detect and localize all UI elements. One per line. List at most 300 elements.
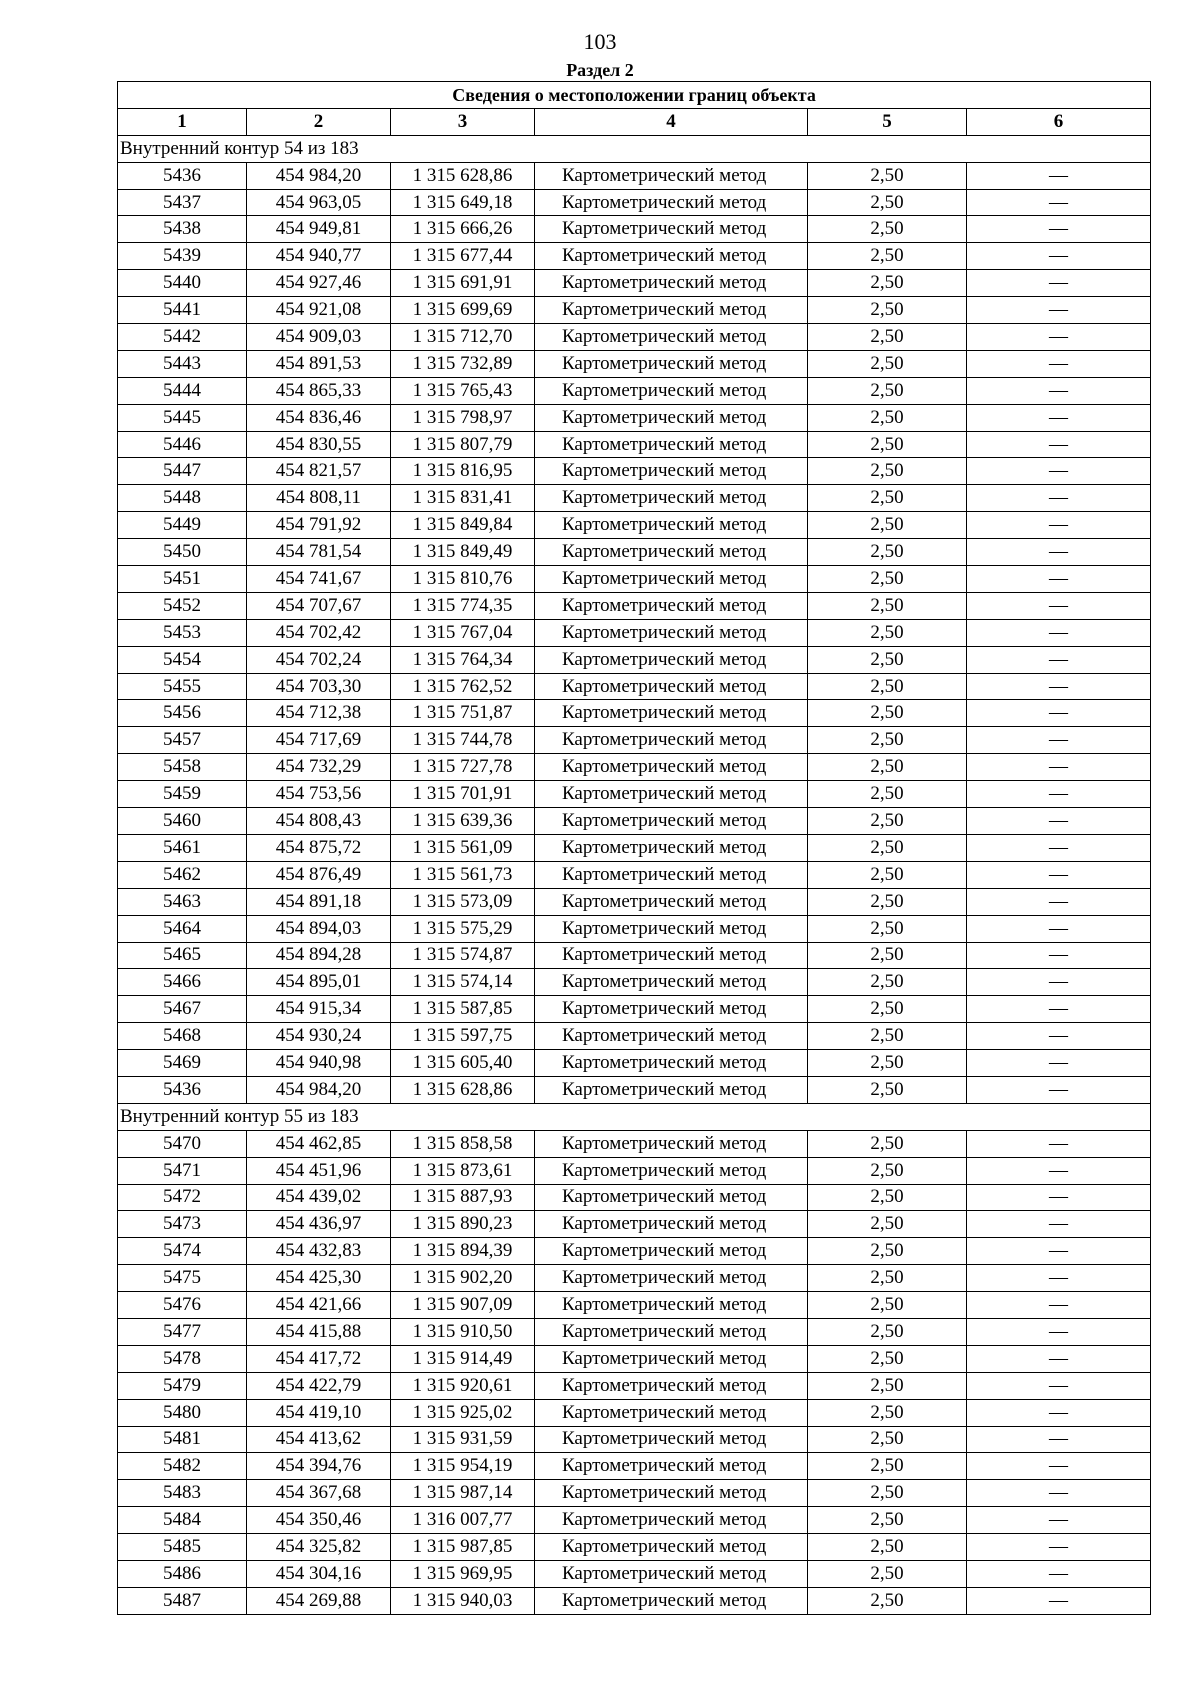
table-row bbox=[118, 324, 1151, 351]
description-cell: — bbox=[967, 1507, 1151, 1534]
description-cell: — bbox=[967, 1238, 1151, 1265]
description-cell: — bbox=[967, 1050, 1151, 1077]
x-coordinate-cell: 454 921,08 bbox=[247, 297, 391, 324]
table-row bbox=[118, 189, 1151, 216]
method-cell: Картометрический метод bbox=[535, 915, 808, 942]
x-coordinate-cell: 454 930,24 bbox=[247, 1023, 391, 1050]
x-coordinate-cell: 454 439,02 bbox=[247, 1184, 391, 1211]
accuracy-cell: 2,50 bbox=[808, 1265, 967, 1292]
method-cell: Картометрический метод bbox=[535, 243, 808, 270]
description-cell: — bbox=[967, 834, 1151, 861]
method-cell: Картометрический метод bbox=[535, 1211, 808, 1238]
method-cell: Картометрический метод bbox=[535, 485, 808, 512]
accuracy-cell: 2,50 bbox=[808, 566, 967, 593]
accuracy-cell: 2,50 bbox=[808, 189, 967, 216]
y-coordinate-cell: 1 315 774,35 bbox=[391, 592, 535, 619]
point-number-cell: 5481 bbox=[118, 1426, 247, 1453]
x-coordinate-cell: 454 425,30 bbox=[247, 1265, 391, 1292]
accuracy-cell: 2,50 bbox=[808, 996, 967, 1023]
point-number-cell: 5453 bbox=[118, 619, 247, 646]
y-coordinate-cell: 1 315 858,58 bbox=[391, 1130, 535, 1157]
accuracy-cell: 2,50 bbox=[808, 458, 967, 485]
description-cell: — bbox=[967, 996, 1151, 1023]
method-cell: Картометрический метод bbox=[535, 377, 808, 404]
table-row bbox=[118, 1345, 1151, 1372]
table-row bbox=[118, 727, 1151, 754]
point-number-cell: 5486 bbox=[118, 1560, 247, 1587]
accuracy-cell: 2,50 bbox=[808, 754, 967, 781]
description-cell: — bbox=[967, 324, 1151, 351]
point-number-cell: 5480 bbox=[118, 1399, 247, 1426]
method-cell: Картометрический метод bbox=[535, 539, 808, 566]
method-cell: Картометрический метод bbox=[535, 297, 808, 324]
method-cell: Картометрический метод bbox=[535, 1184, 808, 1211]
method-cell: Картометрический метод bbox=[535, 781, 808, 808]
accuracy-cell: 2,50 bbox=[808, 1076, 967, 1103]
point-number-cell: 5436 bbox=[118, 162, 247, 189]
description-cell: — bbox=[967, 297, 1151, 324]
method-cell: Картометрический метод bbox=[535, 673, 808, 700]
point-number-cell: 5439 bbox=[118, 243, 247, 270]
method-cell: Картометрический метод bbox=[535, 1587, 808, 1614]
section-title: Раздел 2 bbox=[566, 60, 634, 80]
accuracy-cell: 2,50 bbox=[808, 404, 967, 431]
point-number-cell: 5438 bbox=[118, 216, 247, 243]
x-coordinate-cell: 454 421,66 bbox=[247, 1292, 391, 1319]
x-coordinate-cell: 454 269,88 bbox=[247, 1587, 391, 1614]
y-coordinate-cell: 1 315 849,84 bbox=[391, 512, 535, 539]
x-coordinate-cell: 454 909,03 bbox=[247, 324, 391, 351]
method-cell: Картометрический метод bbox=[535, 324, 808, 351]
method-cell: Картометрический метод bbox=[535, 888, 808, 915]
method-cell: Картометрический метод bbox=[535, 1265, 808, 1292]
x-coordinate-cell: 454 984,20 bbox=[247, 162, 391, 189]
point-number-cell: 5463 bbox=[118, 888, 247, 915]
contour-label: Внутренний контур 54 из 183 bbox=[118, 135, 1151, 162]
description-cell: — bbox=[967, 1587, 1151, 1614]
y-coordinate-cell: 1 315 732,89 bbox=[391, 350, 535, 377]
point-number-cell: 5458 bbox=[118, 754, 247, 781]
accuracy-cell: 2,50 bbox=[808, 861, 967, 888]
x-coordinate-cell: 454 808,11 bbox=[247, 485, 391, 512]
x-coordinate-cell: 454 422,79 bbox=[247, 1372, 391, 1399]
x-coordinate-cell: 454 830,55 bbox=[247, 431, 391, 458]
table-row bbox=[118, 1480, 1151, 1507]
table-row bbox=[118, 1157, 1151, 1184]
description-cell: — bbox=[967, 1130, 1151, 1157]
y-coordinate-cell: 1 315 712,70 bbox=[391, 324, 535, 351]
x-coordinate-cell: 454 836,46 bbox=[247, 404, 391, 431]
x-coordinate-cell: 454 891,53 bbox=[247, 350, 391, 377]
method-cell: Картометрический метод bbox=[535, 270, 808, 297]
table-row bbox=[118, 1560, 1151, 1587]
y-coordinate-cell: 1 315 762,52 bbox=[391, 673, 535, 700]
table-row bbox=[118, 781, 1151, 808]
description-cell: — bbox=[967, 243, 1151, 270]
table-row bbox=[118, 1211, 1151, 1238]
x-coordinate-cell: 454 741,67 bbox=[247, 566, 391, 593]
accuracy-cell: 2,50 bbox=[808, 1023, 967, 1050]
description-cell: — bbox=[967, 377, 1151, 404]
description-cell: — bbox=[967, 1426, 1151, 1453]
accuracy-cell: 2,50 bbox=[808, 1238, 967, 1265]
description-cell: — bbox=[967, 1211, 1151, 1238]
point-number-cell: 5442 bbox=[118, 324, 247, 351]
x-coordinate-cell: 454 702,42 bbox=[247, 619, 391, 646]
accuracy-cell: 2,50 bbox=[808, 781, 967, 808]
x-coordinate-cell: 454 432,83 bbox=[247, 1238, 391, 1265]
description-cell: — bbox=[967, 1292, 1151, 1319]
x-coordinate-cell: 454 419,10 bbox=[247, 1399, 391, 1426]
table-row bbox=[118, 377, 1151, 404]
method-cell: Картометрический метод bbox=[535, 700, 808, 727]
point-number-cell: 5474 bbox=[118, 1238, 247, 1265]
accuracy-cell: 2,50 bbox=[808, 1480, 967, 1507]
method-cell: Картометрический метод bbox=[535, 754, 808, 781]
description-cell: — bbox=[967, 969, 1151, 996]
x-coordinate-cell: 454 325,82 bbox=[247, 1534, 391, 1561]
table-row bbox=[118, 808, 1151, 835]
description-cell: — bbox=[967, 1157, 1151, 1184]
x-coordinate-cell: 454 462,85 bbox=[247, 1130, 391, 1157]
table-row bbox=[118, 1372, 1151, 1399]
y-coordinate-cell: 1 315 561,73 bbox=[391, 861, 535, 888]
y-coordinate-cell: 1 315 677,44 bbox=[391, 243, 535, 270]
table-row bbox=[118, 1399, 1151, 1426]
table-row bbox=[118, 1050, 1151, 1077]
description-cell: — bbox=[967, 1480, 1151, 1507]
x-coordinate-cell: 454 821,57 bbox=[247, 458, 391, 485]
accuracy-cell: 2,50 bbox=[808, 808, 967, 835]
point-number-cell: 5437 bbox=[118, 189, 247, 216]
method-cell: Картометрический метод bbox=[535, 1023, 808, 1050]
y-coordinate-cell: 1 315 575,29 bbox=[391, 915, 535, 942]
accuracy-cell: 2,50 bbox=[808, 1345, 967, 1372]
table-row bbox=[118, 270, 1151, 297]
method-cell: Картометрический метод bbox=[535, 189, 808, 216]
description-cell: — bbox=[967, 1534, 1151, 1561]
y-coordinate-cell: 1 315 887,93 bbox=[391, 1184, 535, 1211]
accuracy-cell: 2,50 bbox=[808, 1292, 967, 1319]
accuracy-cell: 2,50 bbox=[808, 1050, 967, 1077]
description-cell: — bbox=[967, 727, 1151, 754]
x-coordinate-cell: 454 927,46 bbox=[247, 270, 391, 297]
method-cell: Картометрический метод bbox=[535, 1560, 808, 1587]
point-number-cell: 5485 bbox=[118, 1534, 247, 1561]
method-cell: Картометрический метод bbox=[535, 1318, 808, 1345]
description-cell: — bbox=[967, 539, 1151, 566]
x-coordinate-cell: 454 717,69 bbox=[247, 727, 391, 754]
y-coordinate-cell: 1 316 007,77 bbox=[391, 1507, 535, 1534]
x-coordinate-cell: 454 703,30 bbox=[247, 673, 391, 700]
x-coordinate-cell: 454 865,33 bbox=[247, 377, 391, 404]
x-coordinate-cell: 454 894,28 bbox=[247, 942, 391, 969]
y-coordinate-cell: 1 315 954,19 bbox=[391, 1453, 535, 1480]
point-number-cell: 5449 bbox=[118, 512, 247, 539]
accuracy-cell: 2,50 bbox=[808, 1560, 967, 1587]
column-header-row bbox=[118, 108, 1151, 135]
boundary-table-container bbox=[117, 81, 1150, 1615]
y-coordinate-cell: 1 315 969,95 bbox=[391, 1560, 535, 1587]
method-cell: Картометрический метод bbox=[535, 834, 808, 861]
table-row bbox=[118, 297, 1151, 324]
table-row bbox=[118, 1426, 1151, 1453]
column-header-5: 5 bbox=[808, 108, 967, 135]
method-cell: Картометрический метод bbox=[535, 350, 808, 377]
table-caption-row bbox=[118, 82, 1151, 109]
point-number-cell: 5460 bbox=[118, 808, 247, 835]
x-coordinate-cell: 454 791,92 bbox=[247, 512, 391, 539]
description-cell: — bbox=[967, 1453, 1151, 1480]
point-number-cell: 5452 bbox=[118, 592, 247, 619]
table-row bbox=[118, 700, 1151, 727]
column-header-6: 6 bbox=[967, 108, 1151, 135]
method-cell: Картометрический метод bbox=[535, 162, 808, 189]
description-cell: — bbox=[967, 942, 1151, 969]
method-cell: Картометрический метод bbox=[535, 619, 808, 646]
x-coordinate-cell: 454 808,43 bbox=[247, 808, 391, 835]
description-cell: — bbox=[967, 512, 1151, 539]
y-coordinate-cell: 1 315 744,78 bbox=[391, 727, 535, 754]
y-coordinate-cell: 1 315 925,02 bbox=[391, 1399, 535, 1426]
description-cell: — bbox=[967, 216, 1151, 243]
table-row bbox=[118, 431, 1151, 458]
x-coordinate-cell: 454 413,62 bbox=[247, 1426, 391, 1453]
y-coordinate-cell: 1 315 873,61 bbox=[391, 1157, 535, 1184]
y-coordinate-cell: 1 315 831,41 bbox=[391, 485, 535, 512]
accuracy-cell: 2,50 bbox=[808, 1587, 967, 1614]
x-coordinate-cell: 454 894,03 bbox=[247, 915, 391, 942]
point-number-cell: 5482 bbox=[118, 1453, 247, 1480]
accuracy-cell: 2,50 bbox=[808, 673, 967, 700]
accuracy-cell: 2,50 bbox=[808, 1372, 967, 1399]
point-number-cell: 5440 bbox=[118, 270, 247, 297]
point-number-cell: 5464 bbox=[118, 915, 247, 942]
y-coordinate-cell: 1 315 894,39 bbox=[391, 1238, 535, 1265]
table-row bbox=[118, 566, 1151, 593]
method-cell: Картометрический метод bbox=[535, 969, 808, 996]
y-coordinate-cell: 1 315 574,87 bbox=[391, 942, 535, 969]
description-cell: — bbox=[967, 431, 1151, 458]
x-coordinate-cell: 454 949,81 bbox=[247, 216, 391, 243]
description-cell: — bbox=[967, 673, 1151, 700]
y-coordinate-cell: 1 315 639,36 bbox=[391, 808, 535, 835]
description-cell: — bbox=[967, 781, 1151, 808]
point-number-cell: 5446 bbox=[118, 431, 247, 458]
y-coordinate-cell: 1 315 701,91 bbox=[391, 781, 535, 808]
description-cell: — bbox=[967, 915, 1151, 942]
y-coordinate-cell: 1 315 849,49 bbox=[391, 539, 535, 566]
method-cell: Картометрический метод bbox=[535, 1238, 808, 1265]
point-number-cell: 5476 bbox=[118, 1292, 247, 1319]
y-coordinate-cell: 1 315 914,49 bbox=[391, 1345, 535, 1372]
accuracy-cell: 2,50 bbox=[808, 512, 967, 539]
method-cell: Картометрический метод bbox=[535, 942, 808, 969]
accuracy-cell: 2,50 bbox=[808, 1211, 967, 1238]
accuracy-cell: 2,50 bbox=[808, 1426, 967, 1453]
point-number-cell: 5447 bbox=[118, 458, 247, 485]
point-number-cell: 5443 bbox=[118, 350, 247, 377]
y-coordinate-cell: 1 315 605,40 bbox=[391, 1050, 535, 1077]
method-cell: Картометрический метод bbox=[535, 646, 808, 673]
table-row bbox=[118, 969, 1151, 996]
contour-group-row bbox=[118, 1103, 1151, 1130]
point-number-cell: 5477 bbox=[118, 1318, 247, 1345]
description-cell: — bbox=[967, 888, 1151, 915]
accuracy-cell: 2,50 bbox=[808, 834, 967, 861]
point-number-cell: 5444 bbox=[118, 377, 247, 404]
y-coordinate-cell: 1 315 890,23 bbox=[391, 1211, 535, 1238]
table-row bbox=[118, 942, 1151, 969]
accuracy-cell: 2,50 bbox=[808, 1184, 967, 1211]
description-cell: — bbox=[967, 1560, 1151, 1587]
point-number-cell: 5461 bbox=[118, 834, 247, 861]
description-cell: — bbox=[967, 162, 1151, 189]
x-coordinate-cell: 454 876,49 bbox=[247, 861, 391, 888]
accuracy-cell: 2,50 bbox=[808, 216, 967, 243]
x-coordinate-cell: 454 451,96 bbox=[247, 1157, 391, 1184]
table-row bbox=[118, 1507, 1151, 1534]
table-row bbox=[118, 754, 1151, 781]
y-coordinate-cell: 1 315 764,34 bbox=[391, 646, 535, 673]
table-row bbox=[118, 861, 1151, 888]
table-row bbox=[118, 216, 1151, 243]
point-number-cell: 5445 bbox=[118, 404, 247, 431]
column-header-1: 1 bbox=[118, 108, 247, 135]
accuracy-cell: 2,50 bbox=[808, 243, 967, 270]
x-coordinate-cell: 454 707,67 bbox=[247, 592, 391, 619]
table-row bbox=[118, 1453, 1151, 1480]
x-coordinate-cell: 454 940,98 bbox=[247, 1050, 391, 1077]
x-coordinate-cell: 454 394,76 bbox=[247, 1453, 391, 1480]
point-number-cell: 5470 bbox=[118, 1130, 247, 1157]
y-coordinate-cell: 1 315 907,09 bbox=[391, 1292, 535, 1319]
method-cell: Картометрический метод bbox=[535, 1534, 808, 1561]
table-row bbox=[118, 592, 1151, 619]
description-cell: — bbox=[967, 592, 1151, 619]
point-number-cell: 5468 bbox=[118, 1023, 247, 1050]
table-row bbox=[118, 1023, 1151, 1050]
y-coordinate-cell: 1 315 987,14 bbox=[391, 1480, 535, 1507]
point-number-cell: 5462 bbox=[118, 861, 247, 888]
x-coordinate-cell: 454 436,97 bbox=[247, 1211, 391, 1238]
x-coordinate-cell: 454 304,16 bbox=[247, 1560, 391, 1587]
y-coordinate-cell: 1 315 751,87 bbox=[391, 700, 535, 727]
y-coordinate-cell: 1 315 649,18 bbox=[391, 189, 535, 216]
description-cell: — bbox=[967, 485, 1151, 512]
x-coordinate-cell: 454 895,01 bbox=[247, 969, 391, 996]
x-coordinate-cell: 454 940,77 bbox=[247, 243, 391, 270]
method-cell: Картометрический метод bbox=[535, 808, 808, 835]
x-coordinate-cell: 454 702,24 bbox=[247, 646, 391, 673]
description-cell: — bbox=[967, 1399, 1151, 1426]
y-coordinate-cell: 1 315 699,69 bbox=[391, 297, 535, 324]
method-cell: Картометрический метод bbox=[535, 861, 808, 888]
description-cell: — bbox=[967, 270, 1151, 297]
point-number-cell: 5451 bbox=[118, 566, 247, 593]
x-coordinate-cell: 454 367,68 bbox=[247, 1480, 391, 1507]
table-row bbox=[118, 673, 1151, 700]
point-number-cell: 5471 bbox=[118, 1157, 247, 1184]
x-coordinate-cell: 454 915,34 bbox=[247, 996, 391, 1023]
contour-group-row bbox=[118, 135, 1151, 162]
y-coordinate-cell: 1 315 666,26 bbox=[391, 216, 535, 243]
table-row bbox=[118, 996, 1151, 1023]
table-row bbox=[118, 646, 1151, 673]
description-cell: — bbox=[967, 808, 1151, 835]
x-coordinate-cell: 454 963,05 bbox=[247, 189, 391, 216]
y-coordinate-cell: 1 315 798,97 bbox=[391, 404, 535, 431]
table-caption: Сведения о местоположении границ объекта bbox=[118, 82, 1151, 109]
method-cell: Картометрический метод bbox=[535, 1050, 808, 1077]
description-cell: — bbox=[967, 646, 1151, 673]
description-cell: — bbox=[967, 1318, 1151, 1345]
y-coordinate-cell: 1 315 574,14 bbox=[391, 969, 535, 996]
point-number-cell: 5457 bbox=[118, 727, 247, 754]
point-number-cell: 5479 bbox=[118, 1372, 247, 1399]
y-coordinate-cell: 1 315 902,20 bbox=[391, 1265, 535, 1292]
table-row bbox=[118, 1587, 1151, 1614]
table-row bbox=[118, 350, 1151, 377]
accuracy-cell: 2,50 bbox=[808, 377, 967, 404]
description-cell: — bbox=[967, 754, 1151, 781]
method-cell: Картометрический метод bbox=[535, 727, 808, 754]
table-row bbox=[118, 834, 1151, 861]
y-coordinate-cell: 1 315 628,86 bbox=[391, 162, 535, 189]
table-row bbox=[118, 404, 1151, 431]
description-cell: — bbox=[967, 1023, 1151, 1050]
y-coordinate-cell: 1 315 940,03 bbox=[391, 1587, 535, 1614]
method-cell: Картометрический метод bbox=[535, 592, 808, 619]
point-number-cell: 5483 bbox=[118, 1480, 247, 1507]
y-coordinate-cell: 1 315 931,59 bbox=[391, 1426, 535, 1453]
point-number-cell: 5484 bbox=[118, 1507, 247, 1534]
page-number: 103 bbox=[583, 29, 617, 54]
method-cell: Картометрический метод bbox=[535, 1480, 808, 1507]
description-cell: — bbox=[967, 1265, 1151, 1292]
x-coordinate-cell: 454 891,18 bbox=[247, 888, 391, 915]
y-coordinate-cell: 1 315 573,09 bbox=[391, 888, 535, 915]
table-body bbox=[118, 135, 1151, 1614]
table-row bbox=[118, 512, 1151, 539]
point-number-cell: 5448 bbox=[118, 485, 247, 512]
method-cell: Картометрический метод bbox=[535, 431, 808, 458]
point-number-cell: 5459 bbox=[118, 781, 247, 808]
y-coordinate-cell: 1 315 987,85 bbox=[391, 1534, 535, 1561]
accuracy-cell: 2,50 bbox=[808, 350, 967, 377]
accuracy-cell: 2,50 bbox=[808, 592, 967, 619]
table-row bbox=[118, 1292, 1151, 1319]
accuracy-cell: 2,50 bbox=[808, 162, 967, 189]
table-row bbox=[118, 888, 1151, 915]
column-header-4: 4 bbox=[535, 108, 808, 135]
method-cell: Картометрический метод bbox=[535, 458, 808, 485]
point-number-cell: 5454 bbox=[118, 646, 247, 673]
column-header-3: 3 bbox=[391, 108, 535, 135]
accuracy-cell: 2,50 bbox=[808, 915, 967, 942]
method-cell: Картометрический метод bbox=[535, 996, 808, 1023]
y-coordinate-cell: 1 315 597,75 bbox=[391, 1023, 535, 1050]
accuracy-cell: 2,50 bbox=[808, 539, 967, 566]
description-cell: — bbox=[967, 1372, 1151, 1399]
y-coordinate-cell: 1 315 810,76 bbox=[391, 566, 535, 593]
accuracy-cell: 2,50 bbox=[808, 888, 967, 915]
accuracy-cell: 2,50 bbox=[808, 1318, 967, 1345]
accuracy-cell: 2,50 bbox=[808, 324, 967, 351]
accuracy-cell: 2,50 bbox=[808, 619, 967, 646]
y-coordinate-cell: 1 315 920,61 bbox=[391, 1372, 535, 1399]
x-coordinate-cell: 454 417,72 bbox=[247, 1345, 391, 1372]
